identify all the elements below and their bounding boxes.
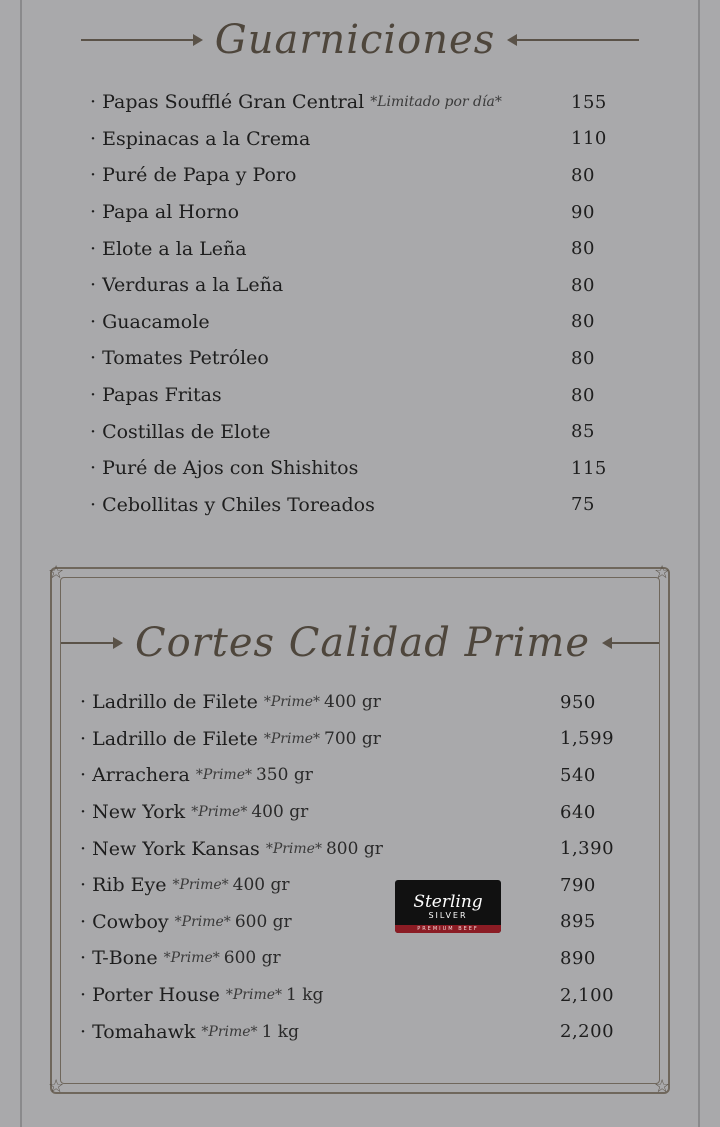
menu-item <box>80 721 640 758</box>
item-name: · Rib Eye <box>80 874 167 897</box>
menu-item <box>80 904 640 941</box>
logo-script: Sterling <box>413 891 483 912</box>
item-name: · Ladrillo de Filete <box>80 727 258 750</box>
item-weight: 400 gr <box>324 692 381 713</box>
item-name: · Papa al Horno <box>90 201 240 224</box>
item-price: 950 <box>560 691 596 713</box>
logo-sub: SILVER <box>428 910 468 920</box>
menu-item <box>80 757 640 794</box>
guarniciones-title-row <box>0 10 720 70</box>
menu-item <box>80 977 640 1014</box>
item-price: 890 <box>560 947 596 969</box>
title-rule-left <box>81 39 201 41</box>
item-note: *Prime* <box>201 1023 258 1040</box>
item-name: · Papas Soufflé Gran Central <box>90 91 365 114</box>
item-price: 110 <box>571 128 607 150</box>
menu-item <box>90 413 650 450</box>
item-weight: 400 gr <box>251 802 309 823</box>
menu-item <box>90 450 650 487</box>
menu-item <box>90 267 650 304</box>
item-name: · Papas Fritas <box>90 384 222 407</box>
title-rule-left <box>61 642 121 644</box>
item-price: 115 <box>571 457 607 479</box>
item-name: · Elote a la Leña <box>90 237 247 260</box>
guarniciones-list <box>90 84 650 523</box>
item-price: 895 <box>560 911 596 933</box>
item-price: 790 <box>560 874 596 896</box>
item-weight: 350 gr <box>255 765 313 786</box>
item-name: · Cebollitas y Chiles Toreados <box>90 493 375 516</box>
item-price: 80 <box>571 347 595 369</box>
item-note: *Prime* <box>172 877 229 894</box>
item-name: · T-Bone <box>80 947 158 970</box>
cortes-list <box>80 684 640 1050</box>
item-note: *Limitado por día* <box>370 94 502 111</box>
item-price: 640 <box>560 801 596 823</box>
menu-item <box>90 157 650 194</box>
item-weight: 700 gr <box>324 728 381 749</box>
item-name: · Puré de Papa y Poro <box>90 164 297 187</box>
item-price: 80 <box>571 311 595 333</box>
item-note: *Prime* <box>163 950 220 967</box>
menu-item <box>90 194 650 231</box>
menu-item <box>80 1013 640 1050</box>
menu-item <box>90 84 650 121</box>
item-name: · Arrachera <box>80 764 190 787</box>
star-icon: ☆ <box>48 562 65 583</box>
item-name: · Verduras a la Leña <box>90 274 284 297</box>
guarniciones-title: Guarniciones <box>214 17 496 63</box>
menu-item <box>90 230 650 267</box>
item-name: · Costillas de Elote <box>90 420 271 443</box>
menu-item <box>80 830 640 867</box>
item-price: 155 <box>571 91 607 113</box>
item-note: *Prime* <box>174 913 231 930</box>
cortes-title-row <box>0 612 720 674</box>
item-price: 85 <box>571 421 595 443</box>
item-name: · New York <box>80 801 186 824</box>
page-border-left <box>20 0 22 1127</box>
menu-item <box>90 487 650 524</box>
star-icon: ☆ <box>48 1076 65 1097</box>
item-note: *Prime* <box>195 767 252 784</box>
item-name: · New York Kansas <box>80 837 260 860</box>
item-note: *Prime* <box>225 987 283 1004</box>
item-weight: 400 gr <box>232 875 290 896</box>
item-price: 80 <box>571 384 595 406</box>
item-name: · Cowboy <box>80 910 169 933</box>
item-name: · Espinacas a la Crema <box>90 127 311 150</box>
item-price: 1,599 <box>560 728 615 750</box>
sterling-silver-logo <box>395 880 501 933</box>
menu-item <box>90 121 650 158</box>
item-name: · Guacamole <box>90 310 210 333</box>
menu-item <box>80 794 640 831</box>
item-price: 2,200 <box>560 1021 615 1043</box>
item-weight: 800 gr <box>325 838 383 859</box>
item-note: *Prime* <box>263 730 321 747</box>
menu-item <box>90 340 650 377</box>
page-border-right <box>698 0 700 1127</box>
item-weight: 600 gr <box>234 911 292 932</box>
menu-item <box>80 940 640 977</box>
item-name: · Porter House <box>80 984 220 1007</box>
item-price: 80 <box>571 238 595 260</box>
item-price: 75 <box>571 494 595 516</box>
item-note: *Prime* <box>265 840 322 857</box>
item-name: · Puré de Ajos con Shishitos <box>90 457 359 480</box>
item-name: · Tomates Petróleo <box>90 347 269 370</box>
star-icon: ☆ <box>654 1076 671 1097</box>
item-price: 1,390 <box>560 838 615 860</box>
item-weight: 600 gr <box>223 948 281 969</box>
item-weight: 1 kg <box>261 1021 299 1042</box>
item-note: *Prime* <box>263 694 321 711</box>
item-price: 2,100 <box>560 984 615 1006</box>
cortes-title: Cortes Calidad Prime <box>134 620 591 666</box>
menu-item <box>90 377 650 414</box>
item-price: 540 <box>560 764 596 786</box>
item-price: 80 <box>571 274 595 296</box>
logo-band: PREMIUM BEEF <box>395 925 501 933</box>
item-name: · Tomahawk <box>80 1020 196 1043</box>
menu-item <box>80 867 640 904</box>
item-name: · Ladrillo de Filete <box>80 691 258 714</box>
item-note: *Prime* <box>191 804 248 821</box>
menu-item <box>90 304 650 341</box>
item-price: 90 <box>571 201 595 223</box>
menu-item <box>80 684 640 721</box>
title-rule-right <box>509 39 639 41</box>
star-icon: ☆ <box>654 562 671 583</box>
item-weight: 1 kg <box>286 985 324 1006</box>
title-rule-right <box>604 642 659 644</box>
item-price: 80 <box>571 164 595 186</box>
